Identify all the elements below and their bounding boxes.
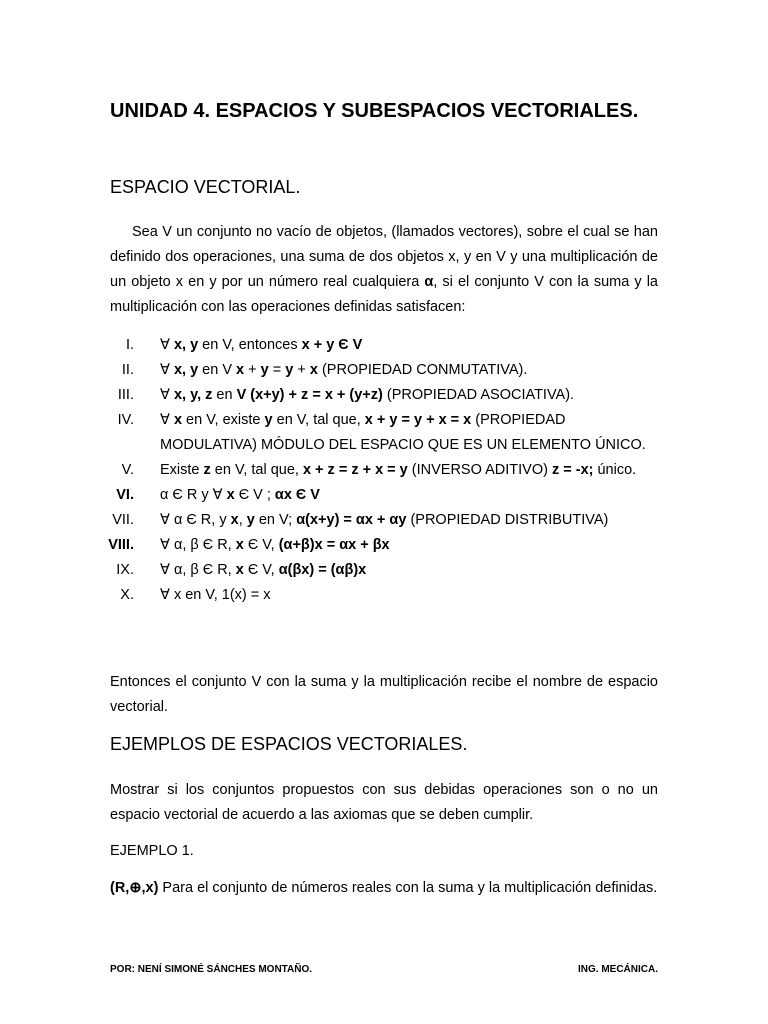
axiom-item bbox=[0, 508, 768, 533]
axiom-text: ∀ x, y en V, entonces x + y Є V bbox=[160, 337, 363, 353]
axiom-item bbox=[0, 333, 768, 358]
example-1-label: EJEMPLO 1. bbox=[110, 843, 194, 859]
example-1-set: (R,⊕,x) bbox=[110, 880, 159, 896]
axiom-number: VI. bbox=[116, 487, 134, 503]
axiom-item bbox=[0, 383, 768, 408]
axiom-item bbox=[0, 583, 768, 608]
axiom-item bbox=[0, 533, 768, 558]
axiom-text: ∀ x, y, z en V (x+y) + z = x + (y+z) (PROPIEDAD ASOCIATIVA). bbox=[160, 387, 575, 403]
examples-intro-paragraph: Mostrar si los conjuntos propuestos con sus debidas operaciones son o no un espacio vectorial de acuerdo a las axiomas que se deben cumplir. bbox=[110, 782, 658, 823]
axiom-item bbox=[0, 558, 768, 583]
axiom-item bbox=[0, 408, 768, 458]
axiom-text: α Є R y ∀ x Є V ; αx Є V bbox=[160, 487, 320, 503]
axiom-item bbox=[0, 458, 768, 483]
axiom-number: X. bbox=[120, 587, 134, 603]
axiom-list bbox=[0, 333, 768, 608]
axiom-item bbox=[0, 483, 768, 508]
example-1-paragraph: (R,⊕,x) Para el conjunto de números reales con la suma y la multiplicación definidas. bbox=[110, 880, 658, 896]
axiom-text: Existe z en V, tal que, x + z = z + x = y (INVERSO ADITIVO) z = -x; único. bbox=[160, 462, 637, 478]
axiom-text: ∀ x, y en V x + y = y + x (PROPIEDAD CONMUTATIVA). bbox=[160, 362, 528, 378]
axiom-number: IX. bbox=[116, 562, 134, 578]
page-title: UNIDAD 4. ESPACIOS Y SUBESPACIOS VECTORIALES. bbox=[110, 100, 639, 122]
conclusion-paragraph: Entonces el conjunto V con la suma y la multiplicación recibe el nombre de espacio vectorial. bbox=[110, 674, 658, 715]
axiom-number: IV. bbox=[117, 412, 134, 428]
axiom-number: III. bbox=[117, 387, 134, 403]
axiom-text: ∀ α, β Є R, x Є V, α(βx) = (αβ)x bbox=[160, 562, 367, 578]
axiom-item bbox=[0, 358, 768, 383]
footer-author: POR: NENÍ SIMONÉ SÁNCHES MONTAÑO. bbox=[110, 964, 313, 975]
intro-paragraph: Sea V un conjunto no vacío de objetos, (llamados vectores), sobre el cual se han definido dos operaciones, una suma de dos objetos x, y en V y una multiplicación de un objeto x en y por un número real cualquiera α, si el conjunto V con la suma y la multiplicación con las operaciones definidas satisfacen: bbox=[110, 224, 658, 315]
axiom-number: V. bbox=[121, 462, 134, 478]
axiom-number: II. bbox=[121, 362, 134, 378]
axiom-text: ∀ α Є R, y x, y en V; α(x+y) = αx + αy (PROPIEDAD DISTRIBUTIVA) bbox=[160, 512, 609, 528]
alpha-symbol: α bbox=[424, 274, 434, 290]
axiom-text: ∀ x en V, 1(x) = x bbox=[160, 587, 271, 603]
section-heading-espacio-vectorial: ESPACIO VECTORIAL. bbox=[110, 177, 301, 197]
axiom-text: ∀ x en V, existe y en V, tal que, x + y = y + x = x (PROPIEDAD MODULATIVA) MÓDULO DEL ESPACIO QUE ES UN ELEMENTO ÚNICO. bbox=[160, 412, 646, 453]
axiom-text: ∀ α, β Є R, x Є V, (α+β)x = αx + βx bbox=[160, 537, 390, 553]
section-heading-ejemplos: EJEMPLOS DE ESPACIOS VECTORIALES. bbox=[110, 734, 468, 754]
page-footer bbox=[110, 964, 658, 975]
footer-career: ING. MECÁNICA. bbox=[578, 964, 658, 975]
axiom-number: VIII. bbox=[108, 537, 134, 553]
axiom-number: VII. bbox=[112, 512, 134, 528]
axiom-number: I. bbox=[125, 337, 134, 353]
